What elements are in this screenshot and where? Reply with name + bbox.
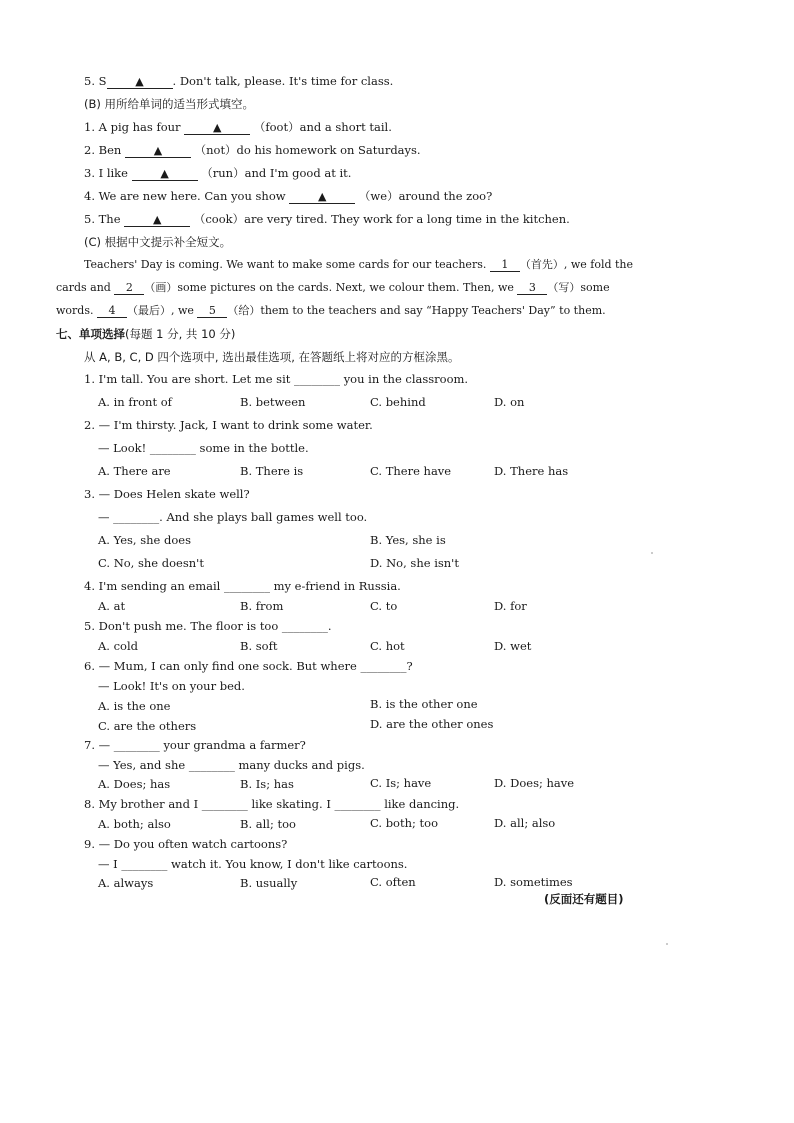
question-3-option-b[interactable]: B. Yes, she is	[370, 533, 446, 547]
question-9-option-a[interactable]: A. always	[98, 876, 154, 890]
question-5-option-b[interactable]: B. soft	[240, 639, 278, 653]
question-6-option-a[interactable]: A. is the one	[98, 699, 171, 713]
question-7-option-b[interactable]: B. Is; has	[240, 777, 294, 791]
answer-blank[interactable]: ▲	[289, 190, 355, 204]
question-7-option-a[interactable]: A. Does; has	[98, 777, 171, 791]
question-9-stem-line-2: — I ________ watch it. You know, I don't like cartoons.	[98, 857, 408, 871]
part-b-question-3: 3. I like ▲ （run）and I'm good at it.	[84, 166, 352, 180]
question-5-option-d[interactable]: D. wet	[494, 639, 532, 653]
question-5-option-a[interactable]: A. cold	[98, 639, 139, 653]
question-6-option-d[interactable]: D. are the other ones	[370, 717, 494, 731]
question-7-stem-line-2: — Yes, and she ________ many ducks and pigs.	[98, 758, 365, 772]
question-6-option-b[interactable]: B. is the other one	[370, 697, 478, 711]
page-footer-note: (反面还有题目)	[544, 892, 624, 906]
answer-blank[interactable]: ▲	[107, 75, 173, 89]
part-b-question-4: 4. We are new here. Can you show ▲ （we）around the zoo?	[84, 189, 493, 203]
part-c-line-2: cards and 2 （画）some pictures on the cards. Next, we colour them. Then, we 3 （写）some	[56, 281, 610, 294]
question-1-option-b[interactable]: B. between	[240, 395, 306, 409]
question-4-option-a[interactable]: A. at	[98, 599, 126, 613]
cloze-blank-5[interactable]: 5	[197, 304, 227, 318]
cloze-blank-2[interactable]: 2	[114, 281, 144, 295]
question-2-stem: 2. — I'm thirsty. Jack, I want to drink some water.	[84, 418, 373, 432]
answer-blank[interactable]: ▲	[132, 167, 198, 181]
question-7-option-d[interactable]: D. Does; have	[494, 776, 575, 790]
answer-blank[interactable]: ▲	[125, 144, 191, 158]
question-9-option-b[interactable]: B. usually	[240, 876, 298, 890]
question-3-stem-line-2: — ________. And she plays ball games well too.	[98, 510, 368, 524]
question-2-option-b[interactable]: B. There is	[240, 464, 304, 478]
question-3-option-c[interactable]: C. No, she doesn't	[98, 556, 204, 570]
part-c-title: (C) 根据中文提示补全短文。	[84, 235, 232, 249]
part-a-question-5: 5. S ▲ . Don't talk, please. It's time for class.	[84, 74, 394, 88]
part-b-title: (B) 用所给单词的适当形式填空。	[84, 97, 255, 111]
question-3-option-a[interactable]: A. Yes, she does	[98, 533, 191, 547]
question-4-stem: 4. I'm sending an email ________ my e-friend in Russia.	[84, 579, 401, 593]
question-4-option-b[interactable]: B. from	[240, 599, 284, 613]
part-c-line-1: Teachers' Day is coming. We want to make some cards for our teachers. 1 （首先）, we fold the	[84, 258, 634, 271]
question-6-option-c[interactable]: C. are the others	[98, 719, 197, 733]
question-1-option-d[interactable]: D. on	[494, 395, 525, 409]
question-5-stem: 5. Don't push me. The floor is too ________.	[84, 619, 332, 633]
question-4-option-d[interactable]: D. for	[494, 599, 527, 613]
question-2-option-a[interactable]: A. There are	[98, 464, 171, 478]
scan-speck	[651, 552, 653, 554]
question-4-option-c[interactable]: C. to	[370, 599, 398, 613]
part-c-line-3: words. 4 （最后）, we 5 （给）them to the teachers and say “Happy Teachers' Day” to them.	[56, 304, 606, 317]
question-7-option-c[interactable]: C. Is; have	[370, 776, 432, 790]
cloze-blank-4[interactable]: 4	[97, 304, 127, 318]
section-7-instruction: 从 A, B, C, D 四个选项中, 选出最佳选项, 在答题纸上将对应的方框涂黑。	[84, 350, 460, 364]
cloze-blank-1[interactable]: 1	[490, 258, 520, 272]
question-6-stem-line-2: — Look! It's on your bed.	[98, 679, 245, 693]
question-6-stem: 6. — Mum, I can only find one sock. But where ________?	[84, 659, 413, 673]
question-7-stem: 7. — ________ your grandma a farmer?	[84, 738, 306, 752]
question-5-option-c[interactable]: C. hot	[370, 639, 405, 653]
question-2-stem-line-2: — Look! ________ some in the bottle.	[98, 441, 309, 455]
scan-speck	[666, 943, 668, 945]
question-8-option-b[interactable]: B. all; too	[240, 817, 296, 831]
question-3-stem: 3. — Does Helen skate well?	[84, 487, 250, 501]
question-8-option-a[interactable]: A. both; also	[98, 817, 171, 831]
question-9-stem: 9. — Do you often watch cartoons?	[84, 837, 288, 851]
question-8-option-d[interactable]: D. all; also	[494, 816, 556, 830]
question-9-option-d[interactable]: D. sometimes	[494, 875, 573, 889]
section-7-title: 七、单项选择(每题 1 分, 共 10 分)	[56, 327, 236, 341]
question-9-option-c[interactable]: C. often	[370, 875, 416, 889]
question-3-option-d[interactable]: D. No, she isn't	[370, 556, 459, 570]
question-1-option-c[interactable]: C. behind	[370, 395, 426, 409]
question-8-option-c[interactable]: C. both; too	[370, 816, 439, 830]
answer-blank[interactable]: ▲	[184, 121, 250, 135]
question-2-option-d[interactable]: D. There has	[494, 464, 569, 478]
question-1-option-a[interactable]: A. in front of	[98, 395, 172, 409]
answer-blank[interactable]: ▲	[124, 213, 190, 227]
part-b-question-5: 5. The ▲ （cook）are very tired. They work for a long time in the kitchen.	[84, 212, 570, 226]
cloze-blank-3[interactable]: 3	[517, 281, 547, 295]
part-b-question-2: 2. Ben ▲ （not）do his homework on Saturdays.	[84, 143, 421, 157]
question-2-option-c[interactable]: C. There have	[370, 464, 452, 478]
part-b-question-1: 1. A pig has four ▲ （foot）and a short tail.	[84, 120, 392, 134]
question-1-stem: 1. I'm tall. You are short. Let me sit ________ you in the classroom.	[84, 372, 469, 386]
question-8-stem: 8. My brother and I ________ like skating. I ________ like dancing.	[84, 797, 460, 811]
